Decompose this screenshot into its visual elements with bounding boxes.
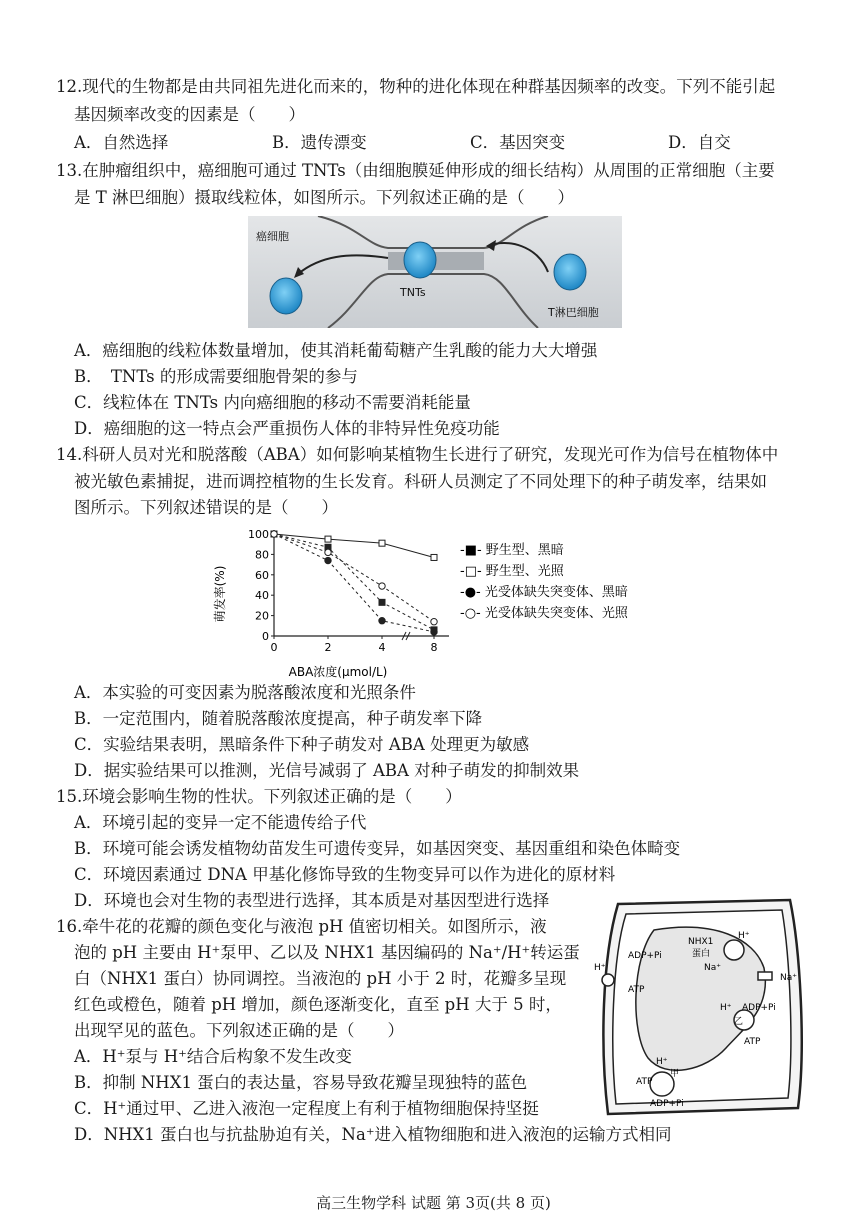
x-axis-label: ABA浓度(μmol/L) [288,665,388,679]
membrane-pump-left [602,974,614,986]
na-channel [758,972,772,980]
q13-stem-line1: 13.在肿瘤组织中，癌细胞可通过 TNTs（由细胞膜延伸形成的细长结构）从周围的正常细胞（主要 [56,161,775,180]
chart-axes [248,528,449,654]
germination-chart [210,524,680,680]
y-tick-label: 0 [262,630,269,643]
q16-option-d: D．NHX1 蛋白也与抗盐胁迫有关，Na⁺进入植物细胞和进入液泡的运输方式相同 [74,1125,672,1144]
data-point [325,536,331,542]
label-atp-top: ATP [628,985,645,995]
q16-option-a: A．H⁺泵与 H⁺结合后构象不发生改变 [74,1047,352,1066]
legend-entry-4: -○- 光受体缺失突变体、光照 [460,606,628,621]
label-atp-right: ATP [744,1037,761,1047]
label-cancer-cell: 癌细胞 [256,230,289,243]
data-point [431,619,437,625]
tnt-diagram [248,216,622,328]
series-line-4 [274,534,434,622]
y-tick-label: 20 [255,609,269,623]
y-axis-label: 萌发率(%) [213,565,227,623]
data-point [431,554,437,560]
q12-option-c: C．基因突变 [470,133,566,152]
data-point [431,629,437,635]
q16-option-b: B．抑制 NHX1 蛋白的表达量，容易导致花瓣呈现独特的蓝色 [74,1073,528,1092]
label-jia: 甲 [670,1069,680,1079]
data-point [379,599,385,605]
q14-option-a: A．本实验的可变因素为脱落酸浓度和光照条件 [74,683,416,702]
chart-legend [460,542,629,621]
series-line-1 [274,534,434,630]
vacuole-diagram [594,898,810,1120]
legend-entry-2: -□- 野生型、光照 [460,564,564,579]
q13-option-d: D．癌细胞的这一特点会严重损伤人体的非特异性免疫功能 [74,419,500,438]
label-adp-pi-bottom: ADP+Pi [650,1099,684,1109]
q16-stem-line5: 出现罕见的蓝色。下列叙述正确的是（ ） [74,1021,404,1040]
label-h-left: H⁺ [594,963,606,973]
q14-stem-line3: 图所示。下列叙述错误的是（ ） [74,498,338,517]
label-adp-pi-right: ADP+Pi [742,1003,776,1013]
q13-option-b: B． TNTs 的形成需要细胞骨架的参与 [74,367,358,386]
label-atp-bottom: ATP [636,1077,653,1087]
q15-option-c: C．环境因素通过 DNA 甲基化修饰导致的生物变异可以作为进化的原材料 [74,865,616,884]
q14-option-c: C．实验结果表明，黑暗条件下种子萌发对 ABA 处理更为敏感 [74,735,530,754]
label-nhx1: NHX1 [688,937,714,947]
q12-option-a: A．自然选择 [74,133,169,152]
q14-option-d: D．据实验结果可以推测，光信号减弱了 ABA 对种子萌发的抑制效果 [74,761,580,780]
vacuole-figure [594,898,810,1120]
q16-stem-line2: 泡的 pH 主要由 H⁺泵甲、乙以及 NHX1 基因编码的 Na⁺/H⁺转运蛋 [74,943,580,962]
q15-stem: 15.环境会影响生物的性状。下列叙述正确的是（ ） [56,787,462,806]
q13-option-c: C．线粒体在 TNTs 内向癌细胞的移动不需要消耗能量 [74,393,471,412]
label-protein: 蛋白 [692,949,711,959]
label-h-right: H⁺ [720,1003,732,1013]
q12-stem-line1: 12.现代的生物都是由共同祖先进化而来的，物种的进化体现在种群基因频率的改变。下列不能引起 [56,77,776,96]
q14-stem-line1: 14.科研人员对光和脱落酸（ABA）如何影响某植物生长进行了研究，发现光可作为信号在植物体中 [56,445,779,464]
q12-option-b: B．遗传漂变 [272,133,367,152]
q12-stem-line2: 基因频率改变的因素是（ ） [74,105,305,124]
label-yi: 乙 [734,1017,744,1027]
y-tick-label: 80 [255,548,269,562]
label-h-bottom: H⁺ [656,1057,668,1067]
q13-stem-line2: 是 T 淋巴细胞）摄取线粒体，如图所示。下列叙述正确的是（ ） [74,188,574,207]
legend-entry-1: -■- 野生型、黑暗 [460,543,564,558]
data-point [325,549,331,555]
q16-stem-line3: 白（NHX1 蛋白）协同调控。当液泡的 pH 小于 2 时，花瓣多呈现 [74,969,567,988]
y-tick-label: 60 [255,568,269,582]
data-point [379,583,385,589]
q16-stem-line4: 红色或橙色，随着 pH 增加，颜色逐渐变化，直至 pH 大于 5 时， [74,995,562,1014]
legend-entry-3: -●- 光受体缺失突变体、黑暗 [460,585,628,600]
label-t-cell: T淋巴细胞 [548,306,599,319]
nhx1-transporter [724,940,744,960]
mitochondrion-in-tnt [404,242,436,278]
label-h-top: H⁺ [738,931,750,941]
mitochondrion-cancer-cell [270,278,302,314]
x-tick-label: 8 [430,641,438,654]
q14-stem-line2: 被光敏色素捕捉，进而调控植物的生长发育。科研人员测定了不同处理下的种子萌发率，结果如 [74,472,767,491]
q15-option-a: A．环境引起的变异一定不能遗传给子代 [74,813,367,832]
x-tick-label: 4 [378,641,386,654]
germination-chart-svg [210,524,680,680]
label-tnts: TNTs [400,286,426,299]
q16-stem-line1: 16.牵牛花的花瓣的颜色变化与液泡 pH 值密切相关。如图所示，液 [56,917,547,936]
tnt-figure [248,216,622,328]
q13-option-a: A．癌细胞的线粒体数量增加，使其消耗葡萄糖产生乳酸的能力大大增强 [74,341,598,360]
q16-option-c: C．H⁺通过甲、乙进入液泡一定程度上有利于植物细胞保持坚挺 [74,1099,539,1118]
data-point [325,557,331,563]
data-point [379,540,385,546]
q15-option-d: D．环境也会对生物的表型进行选择，其本质是对基因型进行选择 [74,891,550,910]
label-adp-pi-top: ADP+Pi [628,951,662,961]
q12-option-d: D．自交 [668,133,731,152]
y-tick-label: 40 [255,589,269,603]
data-point [271,531,277,537]
label-na-outer: Na⁺ [780,973,797,983]
y-tick-label: 100 [248,528,269,541]
q14-option-b: B．一定范围内，随着脱落酸浓度提高，种子萌发率下降 [74,709,483,728]
x-tick-label: 0 [270,641,278,654]
page-footer: 高三生物学科 试题 第 3页(共 8 页) [316,1194,551,1212]
label-na-inner: Na⁺ [704,963,721,973]
chart-series [271,531,437,635]
q15-option-b: B．环境可能会诱发植物幼苗发生可遗传变异，如基因突变、基因重组和染色体畸变 [74,839,681,858]
data-point [379,618,385,624]
mitochondrion-t-cell [554,254,586,290]
x-tick-label: 2 [324,641,332,654]
